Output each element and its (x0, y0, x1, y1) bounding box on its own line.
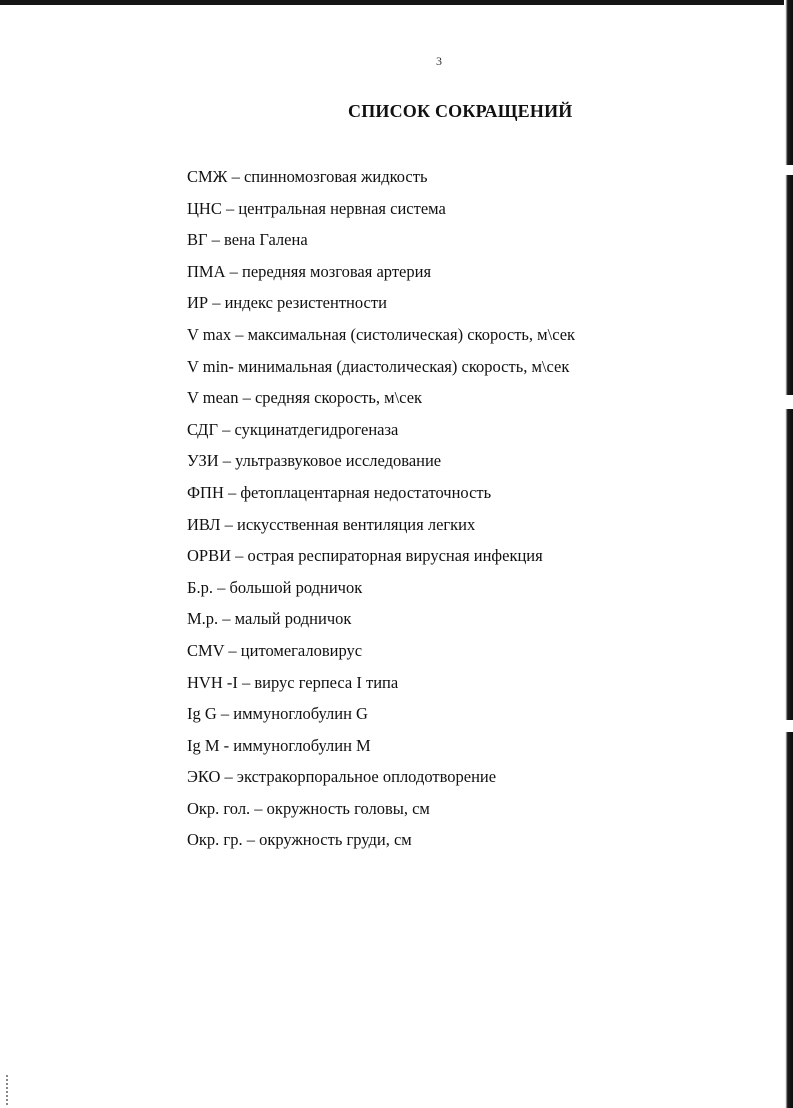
list-item: V min- минимальная (диастолическая) скорость, м\сек (187, 356, 570, 376)
abbreviation-list (187, 165, 575, 860)
list-item: М.р. – малый родничок (187, 609, 352, 629)
page-title: СПИСОК СОКРАЩЕНИЙ (348, 101, 573, 121)
list-item: Ig G – иммуноглобулин G (187, 704, 368, 724)
scan-edge-gap (784, 165, 793, 175)
page-number: 3 (436, 54, 442, 68)
list-item: ФПН – фетоплацентарная недостаточность (187, 482, 492, 502)
list-item: CMV – цитомегаловирус (187, 640, 363, 660)
list-item: Окр. гол. – окружность головы, см (187, 798, 430, 818)
list-item: ЭКО – экстракорпоральное оплодотворение (187, 767, 497, 787)
list-item: ЦНС – центральная нервная система (187, 198, 446, 218)
list-item: СДГ – сукцинатдегидрогеназа (187, 419, 399, 439)
scan-edge-gap (784, 395, 793, 409)
list-item: ОРВИ – острая респираторная вирусная инфекция (187, 546, 543, 566)
scan-edge-gap (784, 720, 793, 732)
list-item: СМЖ – спинномозговая жидкость (187, 167, 428, 186)
list-item: HVH -I – вирус герпеса I типа (187, 672, 399, 692)
list-item: ПМА – передняя мозговая артерия (187, 261, 432, 281)
list-item: Б.р. – большой родничок (187, 577, 363, 597)
scan-mark-left (6, 1075, 8, 1105)
list-item: Окр. гр. – окружность груди, см (187, 830, 412, 850)
list-item: ИВЛ – искусственная вентиляция легких (187, 514, 476, 534)
list-item: V max – максимальная (систолическая) скорость, м\сек (187, 324, 576, 344)
list-item: Ig M - иммуноглобулин M (187, 735, 371, 755)
scan-edge-top (0, 0, 793, 5)
list-item: ВГ – вена Галена (187, 230, 308, 250)
list-item: ИР – индекс резистентности (187, 293, 387, 313)
list-item: V mean – средняя скорость, м\сек (187, 388, 423, 408)
list-item: УЗИ – ультразвуковое исследование (187, 451, 442, 471)
